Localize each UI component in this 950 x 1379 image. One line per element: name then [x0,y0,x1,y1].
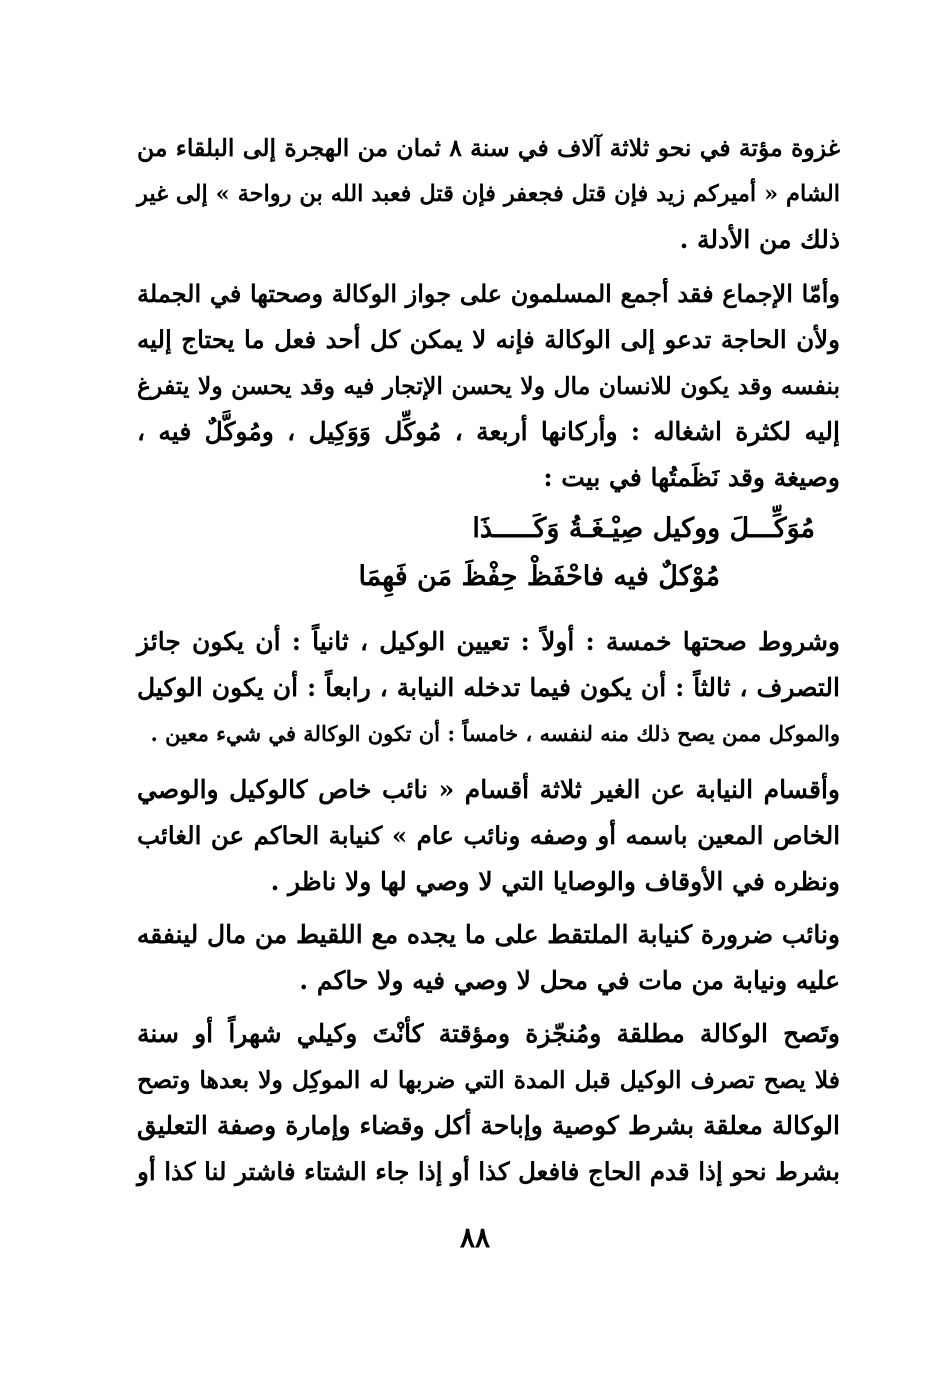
text-line: ونائب ضرورة كنيابة الملتقط على ما يجده مع اللقيط من مال لينفقه [136,920,840,949]
text-line: بشرط نحو إذا قدم الحاج فافعل كذا أو إذا جاء الشتاء فاشتر لنا كذا أو [137,1157,840,1186]
text-line: ذلك من الأدلة . [679,225,840,254]
text-line: عليه ونيابة من مات في محل لا وصي فيه ولا حاكم . [299,966,840,995]
text-line: الوكالة معلقة بشرط كوصية وإباحة أكل وقضاء وإمارة وصفة التعليق [137,1111,840,1140]
poem-first-hemistich: مُوَكِّـــلَ ووكيل صِيْـغَـةُ وَكَـــــذَا [472,513,815,544]
text-line: بنفسه وقد يكون للانسان مال ولا يحسن الإتجار فيه وقد يحسن ولا يتفرغ [137,372,840,400]
text-line: ولأن الحاجة تدعو إلى الوكالة فإنه لا يمكن كل أحد فعل ما يحتاج إليه [137,325,840,354]
text-line: وشروط صحتها خمسة : أولاً : تعيين الوكيل ، ثانياً : أن يكون جائز [137,627,840,656]
page-number: ٨٨ [459,1221,491,1254]
text-line: غزوة مؤتة في نحو ثلاثة آلاف في سنة ٨ ثمان من الهجرة إلى البلقاء من [137,134,840,162]
text-line: فلا يصح تصرف الوكيل قبل المدة التي ضربها له الموكِل ولا بعدها وتصح [137,1066,840,1094]
text-line: ونظره في الأوقاف والوصايا التي لا وصي لها ولا ناظر . [270,867,840,896]
text-line: والموكل ممن يصح ذلك منه لنفسه ، خامساً : أن تكون الوكالة في شيء معين . [150,721,840,746]
text-line: الخاص المعين باسمه أو وصفه ونائب عام » كنيابة الحاكم عن الغائب [137,821,840,850]
text-line: التصرف ، ثالثاً : أن يكون فيما تدخله النيابة ، رابعاً : أن يكون الوكيل [137,673,840,702]
text-line: وصيغة وقد نَظَمتُها في بيت : [543,463,840,492]
text-line: وأقسام النيابة عن الغير ثلاثة أقسام « نائب خاص كالوكيل والوصي [137,775,840,804]
text-line: وتَصح الوكالة مطلقة ومُنجّزة ومؤقتة كأنْتَ وكيلي شهراً أو سنة [137,1019,840,1048]
text-line: إليه لكثرة اشغاله : وأركانها أربعة ، مُوكِّل وَوَكِيل ، ومُوكَّلٌ فيه ، [137,417,840,446]
text-line: وأمّا الإجماع فقد أجمع المسلمون على جواز الوكالة وصحتها في الجملة [137,279,840,308]
text-line: الشام « أميركم زيد فإن قتل فجعفر فإن قتل فعبد الله بن رواحة » إلى غير [137,181,840,207]
poem-second-hemistich: مُوْكلٌ فيه فاحْفَظْ حِفْظَ مَن فَهِمَا [358,561,720,592]
